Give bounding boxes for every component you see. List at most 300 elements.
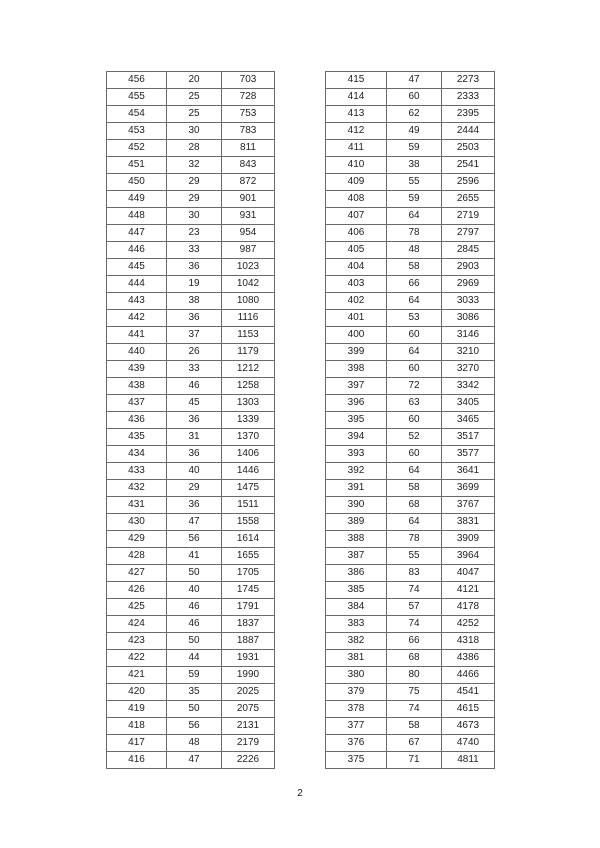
cumulative-cell: 1406 [222, 446, 275, 463]
count-cell: 29 [167, 480, 222, 497]
cumulative-cell: 2845 [442, 242, 495, 259]
count-cell: 59 [167, 667, 222, 684]
table-row [107, 157, 275, 174]
cumulative-cell: 2226 [222, 752, 275, 769]
score-cell: 392 [326, 463, 387, 480]
score-cell: 389 [326, 514, 387, 531]
score-cell: 455 [107, 89, 167, 106]
cumulative-cell: 2273 [442, 72, 495, 89]
table-row [326, 106, 495, 123]
score-cell: 432 [107, 480, 167, 497]
table-row [107, 446, 275, 463]
cumulative-cell: 4318 [442, 633, 495, 650]
score-cell: 393 [326, 446, 387, 463]
score-cell: 439 [107, 361, 167, 378]
table-row [326, 429, 495, 446]
table-row [107, 582, 275, 599]
table-row [326, 259, 495, 276]
table-row [326, 718, 495, 735]
table-row [107, 191, 275, 208]
count-cell: 46 [167, 599, 222, 616]
score-cell: 399 [326, 344, 387, 361]
cumulative-cell: 2655 [442, 191, 495, 208]
count-cell: 28 [167, 140, 222, 157]
page-number: 2 [297, 788, 303, 799]
cumulative-cell: 4811 [442, 752, 495, 769]
score-cell: 429 [107, 531, 167, 548]
cumulative-cell: 1080 [222, 293, 275, 310]
score-cell: 411 [326, 140, 387, 157]
table-row [107, 259, 275, 276]
count-cell: 78 [387, 531, 442, 548]
score-cell: 435 [107, 429, 167, 446]
cumulative-cell: 1511 [222, 497, 275, 514]
count-cell: 74 [387, 582, 442, 599]
table-row [326, 361, 495, 378]
cumulative-cell: 703 [222, 72, 275, 89]
table-row [107, 225, 275, 242]
cumulative-cell: 1475 [222, 480, 275, 497]
cumulative-cell: 3086 [442, 310, 495, 327]
score-cell: 391 [326, 480, 387, 497]
table-row [107, 412, 275, 429]
count-cell: 64 [387, 344, 442, 361]
cumulative-cell: 3964 [442, 548, 495, 565]
count-cell: 50 [167, 565, 222, 582]
score-cell: 425 [107, 599, 167, 616]
cumulative-cell: 2395 [442, 106, 495, 123]
table-row [107, 514, 275, 531]
cumulative-cell: 1558 [222, 514, 275, 531]
count-cell: 62 [387, 106, 442, 123]
count-cell: 31 [167, 429, 222, 446]
cumulative-cell: 4121 [442, 582, 495, 599]
table-row [107, 463, 275, 480]
cumulative-cell: 3909 [442, 531, 495, 548]
score-cell: 422 [107, 650, 167, 667]
cumulative-cell: 931 [222, 208, 275, 225]
table-row [326, 242, 495, 259]
score-cell: 395 [326, 412, 387, 429]
count-cell: 55 [387, 548, 442, 565]
table-row [326, 208, 495, 225]
cumulative-cell: 4615 [442, 701, 495, 718]
cumulative-cell: 1212 [222, 361, 275, 378]
cumulative-cell: 4740 [442, 735, 495, 752]
cumulative-cell: 3831 [442, 514, 495, 531]
count-cell: 36 [167, 446, 222, 463]
cumulative-cell: 1179 [222, 344, 275, 361]
table-row [326, 293, 495, 310]
cumulative-cell: 1990 [222, 667, 275, 684]
score-cell: 386 [326, 565, 387, 582]
cumulative-cell: 1023 [222, 259, 275, 276]
count-cell: 33 [167, 361, 222, 378]
score-cell: 415 [326, 72, 387, 89]
table-row [326, 548, 495, 565]
count-cell: 72 [387, 378, 442, 395]
table-row [107, 344, 275, 361]
table-row [326, 616, 495, 633]
score-cell: 385 [326, 582, 387, 599]
score-cell: 390 [326, 497, 387, 514]
table-row [107, 684, 275, 701]
score-cell: 403 [326, 276, 387, 293]
score-cell: 447 [107, 225, 167, 242]
table-row [107, 752, 275, 769]
cumulative-cell: 4466 [442, 667, 495, 684]
score-cell: 443 [107, 293, 167, 310]
score-cell: 436 [107, 412, 167, 429]
count-cell: 35 [167, 684, 222, 701]
table-row [107, 616, 275, 633]
table-row [326, 140, 495, 157]
score-cell: 437 [107, 395, 167, 412]
cumulative-cell: 1339 [222, 412, 275, 429]
table-row [326, 684, 495, 701]
score-cell: 384 [326, 599, 387, 616]
cumulative-cell: 2075 [222, 701, 275, 718]
count-cell: 45 [167, 395, 222, 412]
table-row [326, 89, 495, 106]
cumulative-cell: 901 [222, 191, 275, 208]
score-cell: 421 [107, 667, 167, 684]
score-cell: 416 [107, 752, 167, 769]
table-row [326, 667, 495, 684]
count-cell: 32 [167, 157, 222, 174]
score-cell: 394 [326, 429, 387, 446]
table-row [107, 327, 275, 344]
count-cell: 60 [387, 446, 442, 463]
cumulative-cell: 1887 [222, 633, 275, 650]
score-cell: 383 [326, 616, 387, 633]
cumulative-cell: 2969 [442, 276, 495, 293]
count-cell: 50 [167, 633, 222, 650]
count-cell: 36 [167, 259, 222, 276]
count-cell: 25 [167, 106, 222, 123]
count-cell: 56 [167, 718, 222, 735]
score-cell: 378 [326, 701, 387, 718]
table-row [326, 582, 495, 599]
table-row [107, 565, 275, 582]
cumulative-cell: 1370 [222, 429, 275, 446]
cumulative-cell: 3517 [442, 429, 495, 446]
score-cell: 424 [107, 616, 167, 633]
count-cell: 60 [387, 412, 442, 429]
count-cell: 41 [167, 548, 222, 565]
score-cell: 409 [326, 174, 387, 191]
table-row [326, 701, 495, 718]
cumulative-cell: 4047 [442, 565, 495, 582]
table-row [107, 293, 275, 310]
score-cell: 452 [107, 140, 167, 157]
cumulative-cell: 1258 [222, 378, 275, 395]
count-cell: 25 [167, 89, 222, 106]
score-cell: 406 [326, 225, 387, 242]
cumulative-cell: 2131 [222, 718, 275, 735]
table-row [107, 208, 275, 225]
count-cell: 44 [167, 650, 222, 667]
score-cell: 431 [107, 497, 167, 514]
score-cell: 451 [107, 157, 167, 174]
count-cell: 36 [167, 412, 222, 429]
table-row [326, 395, 495, 412]
cumulative-cell: 3146 [442, 327, 495, 344]
count-cell: 40 [167, 463, 222, 480]
table-row [107, 429, 275, 446]
count-cell: 30 [167, 208, 222, 225]
cumulative-cell: 2797 [442, 225, 495, 242]
cumulative-cell: 3465 [442, 412, 495, 429]
table-row [107, 242, 275, 259]
count-cell: 33 [167, 242, 222, 259]
table-row [326, 174, 495, 191]
table-row [326, 412, 495, 429]
cumulative-cell: 1116 [222, 310, 275, 327]
count-cell: 60 [387, 361, 442, 378]
cumulative-cell: 4541 [442, 684, 495, 701]
count-cell: 26 [167, 344, 222, 361]
count-cell: 68 [387, 497, 442, 514]
score-cell: 440 [107, 344, 167, 361]
count-cell: 64 [387, 293, 442, 310]
table-row [326, 514, 495, 531]
table-row [326, 446, 495, 463]
table-row [107, 106, 275, 123]
cumulative-cell: 1655 [222, 548, 275, 565]
cumulative-cell: 3699 [442, 480, 495, 497]
score-cell: 417 [107, 735, 167, 752]
table-row [326, 191, 495, 208]
score-cell: 445 [107, 259, 167, 276]
count-cell: 29 [167, 191, 222, 208]
table-row [326, 344, 495, 361]
table-row [326, 531, 495, 548]
count-cell: 46 [167, 616, 222, 633]
cumulative-cell: 2541 [442, 157, 495, 174]
cumulative-cell: 4178 [442, 599, 495, 616]
score-cell: 398 [326, 361, 387, 378]
cumulative-cell: 4386 [442, 650, 495, 667]
score-cell: 428 [107, 548, 167, 565]
cumulative-cell: 811 [222, 140, 275, 157]
score-cell: 450 [107, 174, 167, 191]
score-cell: 419 [107, 701, 167, 718]
score-cell: 456 [107, 72, 167, 89]
table-row [107, 310, 275, 327]
table-row [107, 276, 275, 293]
table-row [326, 276, 495, 293]
cumulative-cell: 4252 [442, 616, 495, 633]
table-row [107, 718, 275, 735]
cumulative-cell: 753 [222, 106, 275, 123]
cumulative-cell: 2025 [222, 684, 275, 701]
table-row [326, 752, 495, 769]
score-cell: 404 [326, 259, 387, 276]
table-row [107, 140, 275, 157]
score-cell: 441 [107, 327, 167, 344]
table-row [326, 463, 495, 480]
table-row [107, 89, 275, 106]
table-row [107, 735, 275, 752]
table-row [326, 599, 495, 616]
cumulative-cell: 2444 [442, 123, 495, 140]
cumulative-cell: 3767 [442, 497, 495, 514]
cumulative-cell: 1705 [222, 565, 275, 582]
score-cell: 433 [107, 463, 167, 480]
score-cell: 388 [326, 531, 387, 548]
count-cell: 36 [167, 497, 222, 514]
count-cell: 74 [387, 616, 442, 633]
score-cell: 448 [107, 208, 167, 225]
count-cell: 59 [387, 140, 442, 157]
count-cell: 71 [387, 752, 442, 769]
count-cell: 83 [387, 565, 442, 582]
cumulative-cell: 3577 [442, 446, 495, 463]
count-cell: 80 [387, 667, 442, 684]
table-row [107, 667, 275, 684]
score-cell: 401 [326, 310, 387, 327]
table-row [107, 531, 275, 548]
score-cell: 426 [107, 582, 167, 599]
count-cell: 20 [167, 72, 222, 89]
score-cell: 423 [107, 633, 167, 650]
cumulative-cell: 2903 [442, 259, 495, 276]
score-cell: 407 [326, 208, 387, 225]
cumulative-cell: 1931 [222, 650, 275, 667]
cumulative-cell: 3641 [442, 463, 495, 480]
table-row [326, 565, 495, 582]
table-row [326, 378, 495, 395]
table-row [326, 157, 495, 174]
cumulative-cell: 2596 [442, 174, 495, 191]
count-cell: 60 [387, 327, 442, 344]
cumulative-cell: 2333 [442, 89, 495, 106]
table-row [326, 735, 495, 752]
table-row [107, 599, 275, 616]
score-cell: 442 [107, 310, 167, 327]
score-cell: 382 [326, 633, 387, 650]
cumulative-cell: 1303 [222, 395, 275, 412]
cumulative-cell: 3405 [442, 395, 495, 412]
score-cell: 405 [326, 242, 387, 259]
score-cell: 453 [107, 123, 167, 140]
count-cell: 47 [387, 72, 442, 89]
count-cell: 52 [387, 429, 442, 446]
count-cell: 56 [167, 531, 222, 548]
count-cell: 75 [387, 684, 442, 701]
score-cell: 449 [107, 191, 167, 208]
score-cell: 408 [326, 191, 387, 208]
count-cell: 30 [167, 123, 222, 140]
cumulative-cell: 1837 [222, 616, 275, 633]
count-cell: 55 [387, 174, 442, 191]
score-cell: 377 [326, 718, 387, 735]
count-cell: 64 [387, 463, 442, 480]
count-cell: 63 [387, 395, 442, 412]
cumulative-cell: 783 [222, 123, 275, 140]
cumulative-cell: 843 [222, 157, 275, 174]
score-cell: 420 [107, 684, 167, 701]
table-row [326, 633, 495, 650]
score-cell: 387 [326, 548, 387, 565]
score-cell: 454 [107, 106, 167, 123]
count-cell: 58 [387, 480, 442, 497]
count-cell: 59 [387, 191, 442, 208]
count-cell: 67 [387, 735, 442, 752]
score-cell: 375 [326, 752, 387, 769]
count-cell: 50 [167, 701, 222, 718]
cumulative-cell: 987 [222, 242, 275, 259]
count-cell: 64 [387, 514, 442, 531]
table-row [326, 480, 495, 497]
table-row [107, 650, 275, 667]
cumulative-cell: 2719 [442, 208, 495, 225]
table-row [107, 378, 275, 395]
score-table-left [106, 71, 275, 769]
score-cell: 381 [326, 650, 387, 667]
table-row [326, 72, 495, 89]
score-cell: 413 [326, 106, 387, 123]
score-table-right [325, 71, 495, 769]
score-cell: 412 [326, 123, 387, 140]
table-row [107, 395, 275, 412]
score-cell: 446 [107, 242, 167, 259]
score-cell: 400 [326, 327, 387, 344]
table-row [107, 480, 275, 497]
count-cell: 60 [387, 89, 442, 106]
score-cell: 397 [326, 378, 387, 395]
cumulative-cell: 1614 [222, 531, 275, 548]
score-cell: 380 [326, 667, 387, 684]
score-cell: 402 [326, 293, 387, 310]
table-row [107, 174, 275, 191]
count-cell: 38 [387, 157, 442, 174]
table-row [326, 123, 495, 140]
count-cell: 48 [167, 735, 222, 752]
table-row [107, 633, 275, 650]
count-cell: 38 [167, 293, 222, 310]
table-row [326, 497, 495, 514]
table-row [326, 650, 495, 667]
cumulative-cell: 3270 [442, 361, 495, 378]
cumulative-cell: 4673 [442, 718, 495, 735]
count-cell: 47 [167, 752, 222, 769]
count-cell: 53 [387, 310, 442, 327]
count-cell: 46 [167, 378, 222, 395]
score-cell: 410 [326, 157, 387, 174]
table-row [107, 497, 275, 514]
score-cell: 427 [107, 565, 167, 582]
count-cell: 47 [167, 514, 222, 531]
table-row [326, 310, 495, 327]
count-cell: 66 [387, 276, 442, 293]
cumulative-cell: 1153 [222, 327, 275, 344]
cumulative-cell: 1446 [222, 463, 275, 480]
count-cell: 66 [387, 633, 442, 650]
score-cell: 376 [326, 735, 387, 752]
score-cell: 434 [107, 446, 167, 463]
score-cell: 430 [107, 514, 167, 531]
count-cell: 58 [387, 259, 442, 276]
cumulative-cell: 3210 [442, 344, 495, 361]
score-cell: 418 [107, 718, 167, 735]
count-cell: 23 [167, 225, 222, 242]
cumulative-cell: 3033 [442, 293, 495, 310]
count-cell: 40 [167, 582, 222, 599]
cumulative-cell: 1042 [222, 276, 275, 293]
count-cell: 74 [387, 701, 442, 718]
